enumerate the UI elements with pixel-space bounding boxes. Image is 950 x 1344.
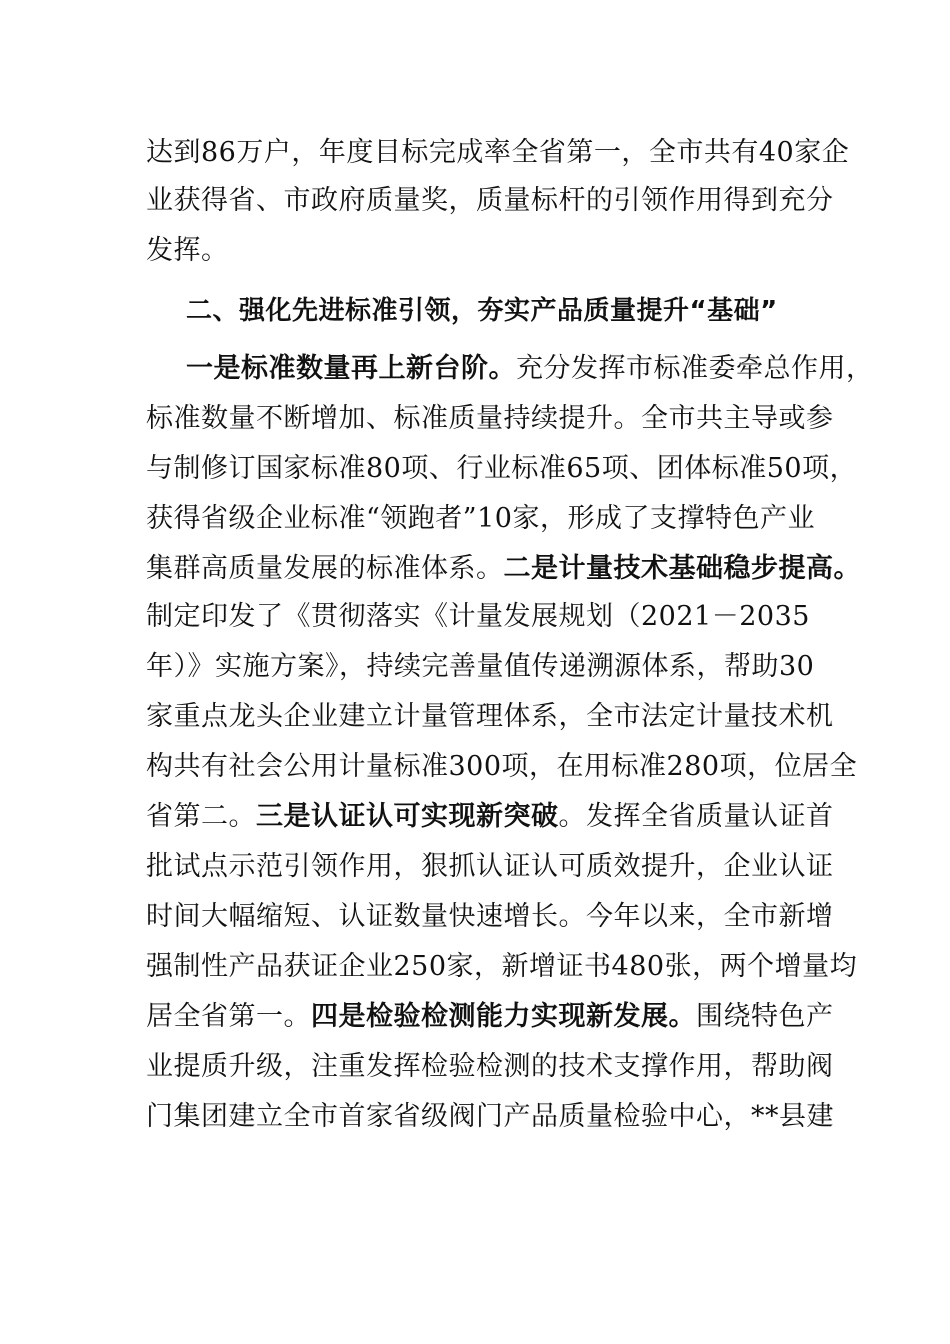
paragraph-line: 获得省级企业标准“领跑者”10家，形成了支撑特色产业: [146, 503, 815, 534]
text-span: 围绕特色产: [696, 1001, 834, 1032]
paragraph-line: 时间大幅缩短、认证数量快速增长。今年以来，全市新增: [146, 901, 834, 932]
paragraph-line: [146, 1000, 834, 1034]
bold-phrase: 二是计量技术基础稳步提高。: [503, 553, 861, 584]
paragraph-line: 与制修订国家标准80项、行业标准65项、团体标准50项，: [146, 453, 858, 484]
paragraph-line: 制定印发了《贯彻落实《计量发展规划（2021－2035: [146, 601, 810, 632]
text-span: 省第二。: [146, 801, 256, 832]
bold-phrase: 一是标准数量再上新台阶。: [186, 353, 516, 384]
paragraph-line: 构共有社会公用计量标准300项，在用标准280项，位居全: [146, 751, 858, 782]
text-span: 集群高质量发展的标准体系。: [146, 553, 504, 584]
paragraph-line: 门集团建立全市首家省级阀门产品质量检验中心，**县建: [146, 1101, 834, 1132]
paragraph-line: [146, 552, 861, 586]
paragraph-line: 强制性产品获证企业250家，新增证书480张，两个增量均: [146, 951, 858, 982]
paragraph-line: [186, 352, 874, 386]
paragraph-line: 达到86万户，年度目标完成率全省第一，全市共有40家企: [146, 137, 850, 168]
paragraph-line: 发挥。: [146, 235, 229, 266]
paragraph-line: 批试点示范引领作用，狠抓认证认可质效提升，企业认证: [146, 851, 834, 882]
text-span: 居全省第一。: [146, 1001, 311, 1032]
section-heading: 二、强化先进标准引领，夯实产品质量提升“基础”: [186, 296, 778, 326]
bold-phrase: 三是认证认可实现新突破: [256, 801, 559, 832]
paragraph-line: 业提质升级，注重发挥检验检测的技术支撑作用，帮助阀: [146, 1051, 834, 1082]
paragraph-line: 业获得省、市政府质量奖，质量标杆的引领作用得到充分: [146, 185, 834, 216]
paragraph-line: 标准数量不断增加、标准质量持续提升。全市共主导或参: [146, 403, 834, 434]
paragraph-line: [146, 800, 834, 834]
paragraph-line: 年）》实施方案》，持续完善量值传递溯源体系，帮助30: [146, 651, 815, 682]
bold-phrase: 四是检验检测能力实现新发展。: [311, 1001, 696, 1032]
text-span: 。发挥全省质量认证首: [558, 801, 834, 832]
paragraph-line: 家重点龙头企业建立计量管理体系，全市法定计量技术机: [146, 701, 834, 732]
text-span: 充分发挥市标准委牵总作用，: [516, 353, 874, 384]
